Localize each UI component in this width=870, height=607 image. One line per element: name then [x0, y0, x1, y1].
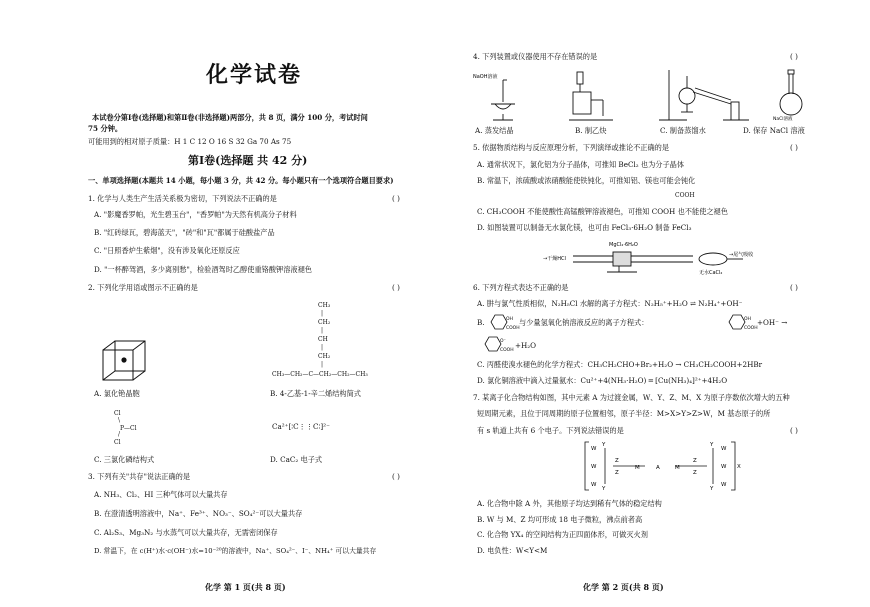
left-page: 化学试卷 本试卷分第Ⅰ卷(选择题)和第Ⅱ卷(非选择题)两部分，共 8 页，满分 100 分，考试时间 75 分钟。 可能用到的相对原子质量：H 1 C 12 O 16 S 32 Ga 70 As 75 第Ⅰ卷(选择题 共 42 分) 一、单项选择题(本题共 14 小题，每小题 3 分，共 42 分。每小题只有一个选项符合题目要求) 1. 化学与人类生产生活关系极为密切，下列说法不正确的是 ( ) A. "影魔香罗帕，光生碧玉台"，"香罗帕"为天然有机高分子材料 B. "红砖绿瓦，碧海蓝天"，"砖"和"瓦"都属于硅酸盐产品 C. "日照香炉生紫烟"，没有涉及氧化还原反应 D. "一杯醉驾酒，多少离别愁"，检验酒驾时乙醇使重铬酸钾溶液褪色 2. 下列化学用语或图示不正确的是 ( ) CH₃ | CH₂ | CH | CH₂ | CH₃—CH₂—C—CH₂—CH₂—CH₃ A. 氯化铯晶胞 B. 4-乙基-1-辛二烯结构简式 Cl \ P—Cl / Cl Ca²⁺[∶C⋮⋮C∶]²⁻ C. 三氯化磷结构式 D. CaC₂ 电子式 3. 下列有关"共存"说法正确的是 ( ) A. NH₃、Cl₂、HI 三种气体可以大量共存 B. 在澄清透明溶液中，Na⁺、Fe³⁺、NO₃⁻、SO₄²⁻可以大量共存 C. Al₂S₃、Mg₃N₂ 与水蒸气可以大量共存，无需密闭保存 D. 常温下，在 c(H⁺)水·c(OH⁻)水=10⁻²⁰的溶液中，Na⁺、SO₄²⁻、I⁻、NH₄⁺ 可以大量共存 化学 第 1 页(共 8 页) — [88, 62, 400, 592]
app-label-cacl2: 无水CaCl₂ — [699, 270, 723, 276]
q7-option-b: B. W 与 M、Z 均可形成 18 电子微粒，沸点前者高 — [477, 515, 643, 524]
q1-answer-paren: ( ) — [392, 194, 400, 203]
svg-text:X: X — [737, 464, 741, 470]
app-label-hcl: →干燥HCl — [543, 256, 566, 262]
q3-option-d: D. 常温下，在 c(H⁺)水·c(OH⁻)水=10⁻²⁰的溶液中，Na⁺、SO₄²⁻、I⁻、NH₄⁺ 可以大量共存 — [94, 547, 377, 555]
footer-page-1: 化学 第 1 页(共 8 页) — [205, 582, 286, 592]
chain-main: CH₃—CH₂—C—CH₂—CH₂—CH₃ — [272, 371, 368, 378]
q3-option-c: C. Al₂S₃、Mg₃N₂ 与水蒸气可以大量共存，无需密闭保存 — [94, 528, 278, 537]
q1-option-b: B. "红砖绿瓦，碧海蓝天"，"砖"和"瓦"都属于硅酸盐产品 — [94, 228, 275, 237]
q7-option-d: D. 电负性：W<Y<M — [477, 546, 548, 555]
q4-option-a: A. 蒸发结晶 — [475, 126, 514, 135]
q7-stem-1: 7. 某离子化合物结构如图，其中元素 A 为过渡金属，W、Y、Z、M、X 为原子序数依次增大的五种 — [473, 393, 790, 402]
q1-option-a: A. "影魔香罗帕，光生碧玉台"，"香罗帕"为天然有机高分子材料 — [94, 210, 297, 219]
svg-text:W: W — [721, 446, 727, 452]
q2-stem: 2. 下列化学用语或图示不正确的是 — [88, 283, 198, 292]
intro-line-1: 本试卷分第Ⅰ卷(选择题)和第Ⅱ卷(非选择题)两部分，共 8 页，满分 100 分，考试时间 — [92, 113, 368, 122]
q7-stem-3: 有 s 轨道上共有 6 个电子。下列说法错误的是 — [477, 426, 624, 435]
svg-text:OH: OH — [506, 317, 513, 322]
svg-text:COOH: COOH — [744, 326, 758, 331]
q6-stem: 6. 下列方程式表达不正确的是 — [473, 283, 569, 292]
right-page — [435, 0, 870, 607]
q6-option-b-label: B. — [477, 318, 485, 327]
svg-text:COOH: COOH — [500, 348, 514, 353]
part-1-heading: 一、单项选择题(本题共 14 小题，每小题 3 分，共 42 分。每小题只有一个选项符合题目要求) — [88, 176, 394, 185]
q4-option-d: D. 保存 NaCl 溶液 — [743, 126, 805, 135]
svg-text:OH: OH — [744, 317, 751, 322]
svg-text:Y: Y — [710, 442, 714, 448]
svg-text:Z: Z — [615, 458, 619, 464]
section-1-heading: 第Ⅰ卷(选择题 共 42 分) — [188, 154, 308, 167]
q1-stem: 1. 化学与人类生产生活关系极为密切，下列说法不正确的是 — [88, 194, 277, 203]
q6-option-c: C. 丙醛使溴水褪色的化学方程式：CH₃CH₂CHO+Br₂+H₂O → CH₃CH₂COOH+2HBr — [477, 360, 763, 369]
chain-ch: CH — [318, 336, 328, 343]
q6-option-d: D. 氯化铜溶液中滴入过量氨水：Cu²⁺+4(NH₃·H₂O) ═ [Cu(NH₃)₄]²⁺+4H₂O — [477, 376, 728, 385]
pcl3-p-cl: P—Cl — [120, 425, 137, 432]
chain-ch2-2: CH₂ — [318, 353, 331, 360]
app-label-mgcl2: MgCl₂·6H₂O — [609, 242, 638, 248]
salicylate-structure — [725, 312, 758, 334]
q5-option-d: D. 如图装置可以制备无水氯化镁，也可由 FeCl₃·6H₂O 制备 FeCl₃ — [477, 223, 692, 232]
exam-title: 化学试卷 — [206, 62, 303, 88]
footer-page-2: 化学 第 2 页(共 8 页) — [583, 582, 664, 592]
svg-text:W: W — [591, 464, 597, 470]
nacl-flask-label: NaCl溶液 — [773, 117, 793, 122]
naoh-label: NaOH溶液 — [473, 74, 498, 80]
svg-text:Z: Z — [693, 470, 697, 476]
q5-cooh-label: COOH — [675, 192, 695, 199]
atomic-masses: 可能用到的相对原子质量：H 1 C 12 O 16 S 32 Ga 70 As 75 — [88, 137, 292, 146]
svg-text:Y: Y — [710, 486, 714, 492]
q4-apparatus-diagrams — [473, 66, 813, 122]
cac2-electron-formula: Ca²⁺[∶C⋮⋮C∶]²⁻ — [272, 422, 330, 431]
q6-option-b-tail: +OH⁻ → — [757, 318, 788, 327]
q4-option-c: C. 制备蒸馏水 — [660, 126, 706, 135]
intro-line-2: 75 分钟。 — [88, 124, 123, 133]
q6-option-b: 与少量氢氧化钠溶液反应的离子方程式： — [519, 318, 649, 327]
chain-ch2-1: CH₂ — [318, 319, 331, 326]
q5-stem: 5. 依据物质结构与反应原理分析，下列演绎或推论不正确的是 — [473, 143, 670, 152]
q7-option-c: C. 化合物 YX₄ 的空间结构为正四面体形，可做灭火剂 — [477, 530, 648, 539]
q3-answer-paren: ( ) — [392, 472, 400, 481]
q4-option-b: B. 制乙炔 — [575, 126, 607, 135]
svg-text:W: W — [591, 446, 597, 452]
q4-answer-paren: ( ) — [790, 52, 798, 61]
q5-option-a: A. 通常状况下，氯化铝为分子晶体，可推知 BeCl₂ 也为分子晶体 — [477, 160, 685, 169]
q1-option-d: D. "一杯醉驾酒，多少离别愁"，检验酒驾时乙醇使重铬酸钾溶液褪色 — [94, 265, 312, 274]
svg-text:M: M — [635, 465, 640, 471]
q6-option-b-product: +H₂O — [515, 341, 537, 350]
svg-text:O⁻: O⁻ — [500, 339, 506, 344]
q5-option-b: B. 常温下，浓硫酸或浓硝酸能使铁钝化，可推知铝、镁也可能会钝化 — [477, 176, 696, 185]
q7-stem-2: 短周期元素，且位于同周期的原子位置相邻，原子半径：M>X>Y>Z>W，M 基态原子的所 — [477, 409, 771, 418]
q5-answer-paren: ( ) — [790, 143, 798, 152]
q3-option-b: B. 在澄清透明溶液中，Na⁺、Fe³⁺、NO₃⁻、SO₄²⁻可以大量共存 — [94, 509, 303, 518]
q4-stem: 4. 下列装置或仪器使用不存在错误的是 — [473, 52, 598, 61]
q5-option-c: C. CH₃COOH 不能使酸性高锰酸钾溶液褪色，可推知 COOH 也不能使之褪色 — [477, 207, 728, 216]
q6-option-a: A. 肼与氯气性质相似，N₂H₅Cl 水解的离子方程式：N₂H₅⁺+H₂O ⇌ N₂H₄⁺+OH⁻ — [477, 299, 743, 308]
svg-text:COOH: COOH — [506, 326, 520, 331]
svg-text:M: M — [675, 465, 680, 471]
q2-option-d: D. CaC₂ 电子式 — [270, 455, 323, 464]
salicylic-acid-structure-2 — [481, 334, 514, 356]
svg-text:A: A — [656, 465, 660, 471]
q3-option-a: A. NH₃、Cl₂、HI 三种气体可以大量共存 — [94, 490, 228, 499]
svg-text:Z: Z — [693, 458, 697, 464]
q2-answer-paren: ( ) — [392, 283, 400, 292]
q2-option-b: B. 4-乙基-1-辛二烯结构简式 — [270, 389, 361, 398]
svg-text:W: W — [721, 464, 727, 470]
pcl3-cl-bottom: Cl — [114, 439, 121, 446]
q7-ionic-compound-structure — [585, 438, 745, 494]
svg-text:Z: Z — [615, 470, 619, 476]
q3-stem: 3. 下列有关"共存"说法正确的是 — [88, 472, 191, 481]
chain-ch3-top: CH₃ — [318, 302, 331, 309]
svg-text:W: W — [721, 482, 727, 488]
cscl-unit-cell-diagram — [100, 338, 152, 384]
pcl3-cl-top: Cl — [114, 410, 121, 417]
q1-option-c: C. "日照香炉生紫烟"，没有涉及氧化还原反应 — [94, 246, 240, 255]
svg-text:Y: Y — [602, 486, 606, 492]
svg-text:Y: Y — [602, 442, 606, 448]
q5-drying-apparatus — [543, 236, 753, 276]
q2-option-c: C. 三氯化磷结构式 — [94, 455, 155, 464]
q2-option-a: A. 氯化铯晶胞 — [94, 389, 140, 398]
app-label-tail: →尾气吸收 — [729, 252, 754, 258]
q7-answer-paren: ( ) — [790, 426, 798, 435]
q6-answer-paren: ( ) — [790, 283, 798, 292]
q7-option-a: A. 化合物中除 A 外，其他原子均达到稀有气体的稳定结构 — [477, 499, 662, 508]
salicylic-acid-structure-1 — [487, 312, 520, 334]
svg-text:W: W — [591, 482, 597, 488]
